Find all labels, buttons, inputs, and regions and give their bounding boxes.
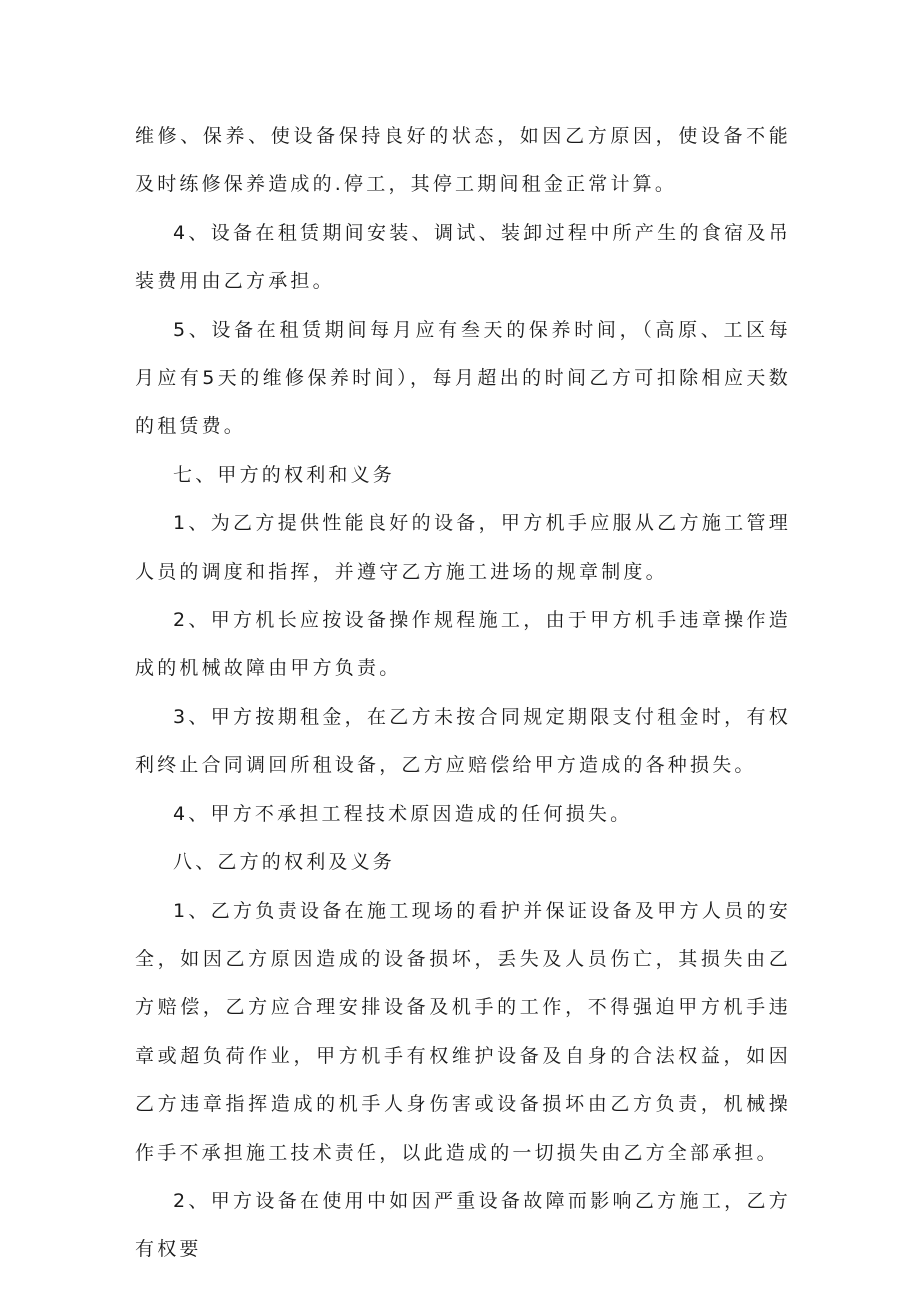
paragraph-maintenance-continued: 维修、保养、使设备保持良好的状态，如因乙方原因，使设备不能及时练修保养造成的.停工，其停工期间租金正常计算。: [135, 125, 791, 196]
paragraph-installation-costs: 4、设备在租赁期间安装、调试、装卸过程中所产生的食宿及吊装费用由乙方承担。: [135, 221, 791, 293]
paragraph-party-b-item-2: 2、甲方设备在使用中如因严重设备故障而影响乙方施工，乙方有权要: [135, 1189, 791, 1261]
paragraph-party-a-item-2: 2、甲方机长应按设备操作规程施工，由于甲方机手违章操作造成的机械故障由甲方负责。: [135, 609, 791, 680]
paragraph-party-a-item-1: 1、为乙方提供性能良好的设备，甲方机手应服从乙方施工管理人员的调度和指挥，并遵守乙方施工进场的规章制度。: [135, 512, 791, 583]
section-heading-party-a-rights: 七、甲方的权利和义务: [173, 463, 396, 486]
paragraph-party-a-item-3: 3、甲方按期租金，在乙方未按合同规定期限支付租金时，有权利终止合同调回所租设备，乙方应赔偿给甲方造成的各种损失。: [135, 705, 791, 777]
paragraph-maintenance-time: 5、设备在租赁期间每月应有叁天的保养时间，（高原、工区每月应有5天的维修保养时间），每月超出的时间乙方可扣除相应天数的租赁费。: [135, 318, 791, 438]
paragraph-party-a-item-4: 4、甲方不承担工程技术原因造成的任何损失。: [173, 802, 633, 825]
section-heading-party-b-rights: 八、乙方的权利及义务: [173, 851, 396, 874]
document-body: [135, 112, 791, 1274]
paragraph-party-b-item-1: 1、乙方负责设备在施工现场的看护并保证设备及甲方人员的安全，如因乙方原因造成的设备损坏，丢失及人员伤亡，其损失由乙方赔偿，乙方应合理安排设备及机手的工作，不得强迫甲方机手违章或超负荷作业，甲方机手有权维护设备及自身的合法权益，如因乙方违章指挥造成的机手人身伤害或设备损坏由乙方负责，机械操作手不承担施工技术责任，以此造成的一切损失由乙方全部承担。: [135, 899, 791, 1164]
